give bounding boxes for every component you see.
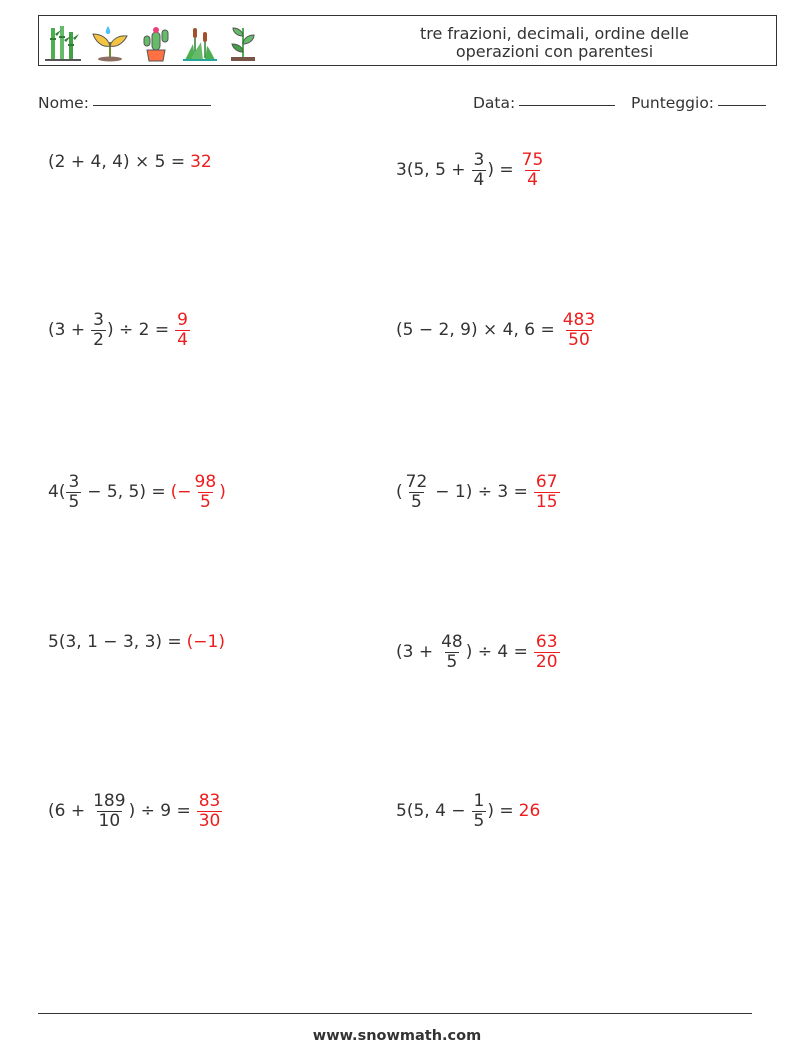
date-label: Data: xyxy=(473,94,516,112)
problem-5-answer: (− $\frac{98}{5}$ ) xyxy=(170,471,226,512)
worksheet-title xyxy=(339,25,770,61)
reeds-icon xyxy=(183,24,217,62)
date-field xyxy=(473,94,615,112)
header-icons xyxy=(45,22,259,62)
problem-2-pre: 3(5, 5 + xyxy=(396,160,466,180)
problem-6-post: − 1) ÷ 3 = xyxy=(435,482,528,502)
bamboo-icon xyxy=(45,24,81,62)
title-line-1: tre frazioni, decimali, ordine delle xyxy=(419,24,690,43)
problem-10 xyxy=(396,791,540,831)
problem-6-pre: ( xyxy=(396,482,403,502)
problem-10-pre: 5(5, 4 − xyxy=(396,801,466,821)
problem-5 xyxy=(48,472,226,512)
problem-7-expression: 5(3, 1 − 3, 3) = xyxy=(48,632,182,652)
name-blank[interactable] xyxy=(93,104,211,106)
seedling-icon xyxy=(227,24,259,62)
problem-9 xyxy=(48,791,223,831)
worksheet-header xyxy=(38,15,777,66)
problem-8 xyxy=(396,632,561,672)
problem-3 xyxy=(48,310,191,350)
title-line-2: operazioni con parentesi xyxy=(455,42,654,61)
problem-3-fraction: $\frac{3}{2}$ xyxy=(93,309,104,350)
problem-3-post: ) ÷ 2 = xyxy=(106,320,170,340)
sprout-water-icon xyxy=(91,24,129,62)
problem-7-answer: (−1) xyxy=(186,632,225,652)
problem-1-answer: 32 xyxy=(190,152,212,172)
problem-5-fraction: $\frac{3}{5}$ xyxy=(68,471,80,512)
name-label: Nome: xyxy=(38,94,89,112)
score-blank[interactable] xyxy=(718,104,766,106)
problem-9-pre: (6 + xyxy=(48,801,86,821)
score-field xyxy=(631,94,766,112)
problem-7 xyxy=(48,622,225,662)
score-label: Punteggio: xyxy=(631,94,715,112)
problem-2-post: ) = xyxy=(487,160,514,180)
problem-8-fraction: $\frac{48}{5}$ xyxy=(441,631,463,672)
problem-4 xyxy=(396,310,598,350)
problem-2 xyxy=(396,150,546,190)
problem-10-fraction: $\frac{1}{5}$ xyxy=(473,790,485,831)
problem-5-post: − 5, 5) = xyxy=(87,482,166,502)
date-blank[interactable] xyxy=(519,104,615,106)
problem-1 xyxy=(48,142,212,182)
footer-url[interactable]: www.snowmath.com xyxy=(312,1028,482,1044)
problem-10-post: ) = xyxy=(487,801,514,821)
problem-6 xyxy=(396,472,561,512)
problem-5-pre: 4( xyxy=(48,482,66,502)
problem-8-answer: $\frac{63}{20}$ xyxy=(535,631,558,672)
problem-6-answer: $\frac{67}{15}$ xyxy=(535,471,558,512)
problem-2-fraction: $\frac{3}{4}$ xyxy=(473,149,485,190)
problem-9-fraction: $\frac{189}{10}$ xyxy=(93,790,126,831)
problem-6-fraction: $\frac{72}{5}$ xyxy=(405,471,428,512)
problem-3-answer: $\frac{9}{4}$ xyxy=(177,309,188,350)
footer-divider xyxy=(38,1013,752,1014)
problem-8-pre: (3 + xyxy=(396,642,434,662)
problem-10-answer: 26 xyxy=(518,801,541,821)
problem-4-pre: (5 − 2, 9) × 4, 6 = xyxy=(396,320,555,340)
problem-9-post: ) ÷ 9 = xyxy=(128,801,191,821)
cactus-pot-icon xyxy=(139,24,173,62)
problem-3-pre: (3 + xyxy=(48,320,86,340)
problem-1-expression: (2 + 4, 4) × 5 = xyxy=(48,152,186,172)
name-field xyxy=(38,94,211,112)
problem-2-answer: $\frac{75}{4}$ xyxy=(521,149,544,190)
problem-8-post: ) ÷ 4 = xyxy=(465,642,528,662)
problem-9-answer: $\frac{83}{30}$ xyxy=(198,790,221,831)
problem-4-answer: $\frac{483}{50}$ xyxy=(562,309,596,350)
